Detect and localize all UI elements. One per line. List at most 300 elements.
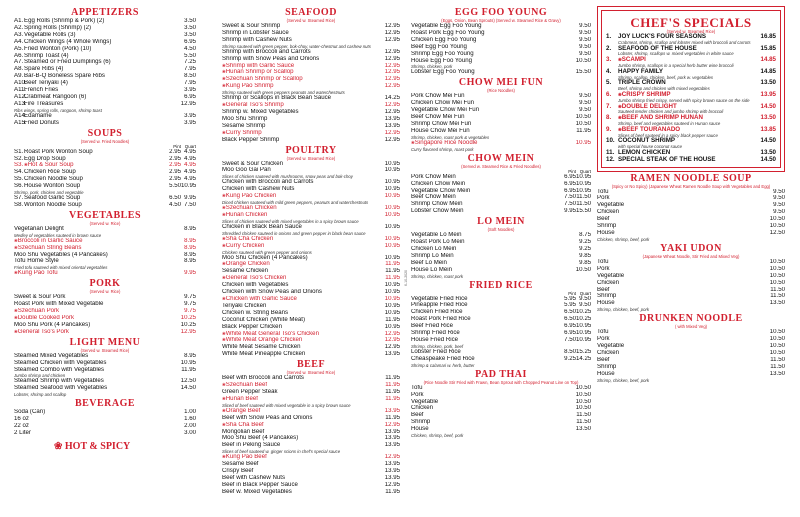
menu-item [14, 149, 196, 156]
menu-item [222, 344, 400, 351]
item-name: ❀ Kung Pao Tofu [14, 270, 176, 277]
item-price: 10.95 [575, 139, 591, 146]
menu-item [14, 53, 196, 60]
menu-item [14, 315, 196, 322]
item-price-quart: 9.50 [579, 295, 591, 302]
item-price: 10.50 [769, 349, 785, 356]
section-lo-mein [411, 217, 591, 278]
item-description: Jumbo shrimp, scallops in a special herb butter wine broccoli [618, 62, 734, 68]
item-price: 15.85 [760, 44, 776, 52]
item-name: House [411, 426, 429, 433]
item-price-quart: 11.50 [576, 194, 591, 201]
item-price: 13.85 [760, 125, 776, 133]
item-name: Pork [597, 195, 610, 202]
item-price: 13.95 [384, 461, 400, 468]
item-name: Pork Chow Mei Fun [411, 93, 465, 100]
item-name: House [597, 229, 615, 236]
item-price-pint: 7.50 [564, 201, 576, 208]
item-name: Beef [597, 286, 610, 293]
item-number: 5. [606, 79, 612, 87]
pint-header: Pint [568, 168, 576, 174]
menu-item [411, 58, 591, 65]
print-code: 6-10-2020 [404, 270, 408, 286]
section-fried-rice [411, 281, 591, 368]
section-vegetables [14, 211, 196, 277]
chef-special-item [606, 157, 776, 164]
item-price: 9.50 [773, 188, 785, 195]
item-description: Diced chicken sauteed with mild green peppers, peanuts and waterchestnuts [222, 200, 369, 206]
menu-item [14, 308, 196, 315]
item-name: Shrimp with Snow Peas and Onions [222, 55, 320, 62]
item-name: 2 Liter [14, 429, 31, 436]
item-price: 3.50 [184, 24, 196, 31]
menu-item [411, 44, 591, 51]
item-price: 3.95 [184, 112, 196, 119]
section-title: SEAFOOD [285, 7, 337, 18]
section-pad-thai [411, 370, 591, 438]
item-name: Lobster Fried Rice [411, 348, 461, 355]
item-price: 10.50 [769, 336, 785, 343]
item-name: Chicken [411, 405, 434, 412]
item-number: S5. [14, 176, 24, 183]
item-name: Green Pepper Steak [222, 388, 278, 395]
item-number: A5. [14, 45, 24, 52]
item-price: 3.00 [184, 429, 196, 436]
item-price-pint: 9.95 [564, 208, 576, 215]
item-description: Fried tofu sauteed with mixed oriental vegetables [14, 265, 108, 271]
item-price: 12.95 [384, 421, 400, 428]
section-appetizers [14, 8, 196, 127]
section-chow-mei-fun [411, 78, 591, 151]
section-subtitle: (Served w. Steamed Rice & Fried Noodles) [461, 163, 541, 169]
menu-item [14, 59, 196, 66]
item-name: ❀ General Tso's Pork [14, 329, 176, 336]
menu-item [411, 69, 591, 76]
item-name: Roast Pork Fried Rice [411, 316, 471, 323]
item-name: ❀ CRISPY SHRIMP [618, 92, 761, 99]
item-name: Vegetable Chow Mein [411, 187, 471, 194]
item-name: Chicken with Cashew Nuts [222, 186, 295, 193]
item-price: 10.95 [384, 254, 400, 261]
pint-header: Pint [173, 143, 181, 149]
hot-spicy-label: HOT & SPICY [64, 440, 131, 452]
menu-item [597, 336, 785, 343]
item-number: 8. [606, 114, 612, 122]
menu-item [222, 468, 400, 475]
menu-item [411, 426, 591, 433]
menu-item [597, 287, 785, 294]
menu-item [411, 194, 591, 201]
menu-item [597, 266, 785, 273]
item-price-quart: 4.95 [184, 155, 196, 162]
item-name: Pork [597, 336, 610, 343]
item-name: Egg Rolls (Shrimp & Pork) (2) [24, 18, 105, 24]
item-name: Moo Shu Shrimp [222, 115, 268, 122]
item-price: 11.95 [385, 382, 400, 389]
item-price: 10.50 [575, 57, 591, 64]
item-description: Shrimp sauteed with green peppers peanuts and waterchestnuts [222, 90, 345, 96]
item-price: 3.95 [184, 119, 196, 126]
menu-item [222, 236, 400, 243]
item-name: Vegetable Lo Mein [411, 232, 462, 239]
menu-item [222, 116, 400, 123]
menu-item [597, 189, 785, 196]
section-subtitle: (Rice Noodles) [487, 88, 515, 94]
section-beef [222, 360, 400, 496]
item-price: 9.50 [579, 100, 591, 107]
menu-item [14, 245, 196, 252]
menu-item [222, 95, 400, 102]
menu-item [411, 128, 591, 135]
item-price-pint: 6.50 [564, 316, 576, 323]
item-name: Chicken w. String Beans [222, 309, 289, 316]
item-name: ❀ Orange Beef [222, 408, 380, 415]
item-name: ❀ DOUBLE DELIGHT [618, 104, 761, 111]
hot-spicy-legend [14, 441, 196, 452]
item-name: Vegetable Rolls (3) [24, 31, 76, 38]
menu-item [14, 169, 196, 176]
menu-item [222, 489, 400, 496]
item-name: Beef with Broccoli and Carrots [222, 375, 304, 382]
item-number: S6. [14, 183, 24, 190]
menu-item [222, 49, 400, 56]
item-price: 2.00 [184, 423, 196, 430]
item-name: Beef [597, 216, 610, 223]
item-number: A12. [14, 93, 27, 100]
item-name: Sweet & Sour Pork [14, 294, 66, 301]
item-price-quart: 10.25 [576, 309, 591, 316]
item-name: French Fries [24, 87, 59, 94]
menu-item [222, 454, 400, 461]
menu-item [14, 226, 196, 233]
item-name: Shrimp [597, 293, 617, 300]
menu-item [14, 162, 196, 169]
menu-item [222, 482, 400, 489]
menu-item [411, 174, 591, 181]
menu-item [411, 201, 591, 208]
item-price-quart: 10.95 [576, 173, 591, 180]
item-number: 9. [606, 125, 612, 133]
item-description: Curry flavored shrimp, roast pork [411, 146, 474, 152]
item-price: 14.25 [384, 95, 400, 102]
section-title: CHOW MEIN [467, 152, 535, 164]
section-title: DRUNKEN NOODLE [639, 313, 743, 325]
menu-item [597, 280, 785, 287]
item-price: 6.95 [184, 38, 196, 45]
item-name: Bar-B-Q Boneless Spare Ribs [24, 73, 105, 80]
item-name: White Meat Pineapple Chicken [222, 351, 306, 358]
section-subtitle: (Served w. Rice) [89, 220, 121, 226]
menu-item [222, 396, 400, 403]
item-name: Shrimp Toast (4) [24, 52, 69, 59]
item-name: Beef Chow Mei Fun [411, 114, 465, 121]
menu-item [411, 253, 591, 260]
item-price: 9.25 [579, 245, 591, 252]
menu-item [597, 195, 785, 202]
item-name: Shrimp Chow Mei Fun [411, 120, 472, 127]
item-price: 10.95 [384, 179, 400, 186]
item-name: Roast Pork Wonton Soup [24, 148, 93, 155]
item-price-quart: 4.95 [184, 169, 196, 176]
item-description: Sliced of beef sauteed with mixed vegetable in a spicy brown sauce [222, 402, 351, 408]
item-price: 10.95 [384, 323, 400, 330]
menu-item [222, 317, 400, 324]
item-name: COCONUT SHRIMP [618, 137, 676, 145]
item-price-pint: 6.95 [564, 173, 576, 180]
menu-item [222, 102, 400, 109]
item-name: Chicken [597, 279, 620, 286]
item-number: 11. [606, 148, 615, 156]
item-description: Shrimp, scallop, chicken, beef, pork w. vegetables [618, 74, 714, 80]
section-subtitle: (Served w. Steamed Rice) [80, 347, 130, 353]
menu-item [14, 238, 196, 245]
menu-item [411, 296, 591, 303]
menu-item [411, 349, 591, 356]
menu-item [597, 216, 785, 223]
item-name: Beef with Snow Peas and Onions [222, 414, 313, 421]
chefs-specials-title: CHEF'S SPECIALS [630, 15, 752, 30]
section-drunken-noodle [597, 314, 785, 382]
item-name: Shrimp [597, 363, 617, 370]
menu-item [222, 205, 400, 212]
item-name: 16 oz [14, 416, 29, 423]
item-name: Vegetable Fried Rice [411, 295, 468, 302]
item-price-quart: 10.25 [576, 316, 591, 323]
item-price: 13.95 [384, 428, 400, 435]
item-price-pint: 6.95 [564, 323, 576, 330]
item-description: Shrimp, chicken, pork, beef [411, 343, 464, 349]
item-price: 12.95 [384, 76, 400, 83]
item-price: 8.95 [184, 225, 196, 232]
item-price: 12.95 [384, 108, 400, 115]
item-price: 10.50 [575, 266, 591, 273]
item-price: 12.95 [180, 100, 196, 107]
item-name: Sesame Shrimp [222, 122, 266, 129]
item-name: Shrimp or Scallops in Black Bean Sauce [222, 95, 332, 102]
item-price: 11.95 [385, 261, 400, 268]
item-price-quart: 10.95 [576, 187, 591, 194]
menu-item [14, 270, 196, 277]
item-price: 13.50 [769, 300, 785, 307]
item-name: HAPPY FAMILY [618, 67, 664, 75]
item-name: JOY LUCK'S FOUR SEASONS [618, 33, 706, 40]
item-price: 10.50 [769, 279, 785, 286]
item-name: ❀ Sha Cha Chicken [222, 236, 380, 243]
item-price: 4.50 [184, 45, 196, 52]
item-price: 10.50 [769, 223, 785, 230]
item-price-pint: 8.50 [564, 348, 576, 355]
quart-header: Quart [579, 168, 591, 174]
menu-item [14, 367, 196, 374]
item-number: S2. [14, 155, 24, 162]
menu-item [14, 25, 196, 32]
menu-item [411, 23, 591, 30]
item-name: House Wonton Soup [24, 183, 81, 190]
item-name: Tofu [597, 329, 609, 336]
menu-item [222, 69, 400, 76]
item-price: 12.50 [180, 378, 196, 385]
menu-item [597, 350, 785, 357]
item-name: Shrimp Chow Mein [411, 201, 463, 208]
item-number: A9. [14, 73, 24, 80]
menu-item [14, 18, 196, 25]
item-price: 11.95 [181, 366, 196, 373]
item-price-quart: 10.95 [576, 330, 591, 337]
section-chow-mein [411, 154, 591, 215]
item-name: Moo Shu Pork (4 Pancakes) [14, 321, 91, 328]
item-name: Beef Teriyaki (4) [24, 80, 68, 87]
item-name: Beef with Cashew Nuts [222, 474, 285, 481]
menu-item [411, 107, 591, 114]
item-price: 10.50 [575, 405, 591, 412]
menu-item [222, 389, 400, 396]
menu-item [411, 356, 591, 363]
item-price: 12.95 [384, 337, 400, 344]
menu-item [597, 230, 785, 237]
menu-item [222, 296, 400, 303]
menu-item [14, 329, 196, 336]
item-number: A7. [14, 59, 24, 66]
quart-header: Quart [579, 290, 591, 296]
section-ramen [597, 174, 785, 242]
menu-item [222, 331, 400, 338]
menu-item [411, 93, 591, 100]
menu-item [14, 156, 196, 163]
menu-item [14, 101, 196, 108]
item-name: Steamed Chicken with Vegetables [14, 359, 107, 366]
item-price: 11.95 [385, 268, 400, 275]
item-number: S1. [14, 148, 24, 155]
item-name: Wonton Noodle Soup [24, 201, 82, 208]
item-price: 8.75 [579, 232, 591, 239]
menu-item [411, 330, 591, 337]
item-price: 13.95 [760, 90, 776, 98]
item-name: SEAFOOD OF THE HOUSE [618, 44, 697, 52]
item-description: Beef, shrimp and chicken with mixed vegetables [618, 86, 710, 92]
item-number: A15. [14, 119, 27, 126]
item-name: Roast Pork Lo Mein [411, 239, 465, 246]
menu-item [597, 343, 785, 350]
menu-item [14, 32, 196, 39]
menu-item [411, 51, 591, 58]
item-price: 9.50 [579, 29, 591, 36]
item-name: Shrimp Egg Foo Young [411, 50, 474, 57]
section-yaki-udon [597, 244, 785, 312]
menu-item [14, 80, 196, 87]
item-name: Spring Rolls (Shrimp) (2) [24, 24, 92, 31]
item-name: ❀ Hot & Sour Soup [24, 162, 166, 169]
section-title: PAD THAI [475, 368, 527, 380]
menu-item [14, 195, 196, 202]
menu-item [14, 322, 196, 329]
menu-item [411, 385, 591, 392]
item-name: Shrimp in Lobster Sauce [222, 29, 289, 36]
item-name: Crabmeat Rangoon (6) [24, 93, 87, 100]
item-price-pint: 7.50 [564, 194, 576, 201]
item-name: LEMON CHICKEN [618, 148, 671, 156]
item-name: Cheaspeake Fried Rice [411, 355, 475, 362]
item-number: A13. [14, 100, 27, 107]
chefs-specials-box [597, 6, 785, 172]
item-name: Chicken Lo Mein [411, 245, 457, 252]
item-description: Shrimp, chicken, roast pork [411, 273, 464, 279]
menu-item [14, 416, 196, 423]
menu-item [597, 329, 785, 336]
item-price: 9.85 [579, 252, 591, 259]
item-price: 12.95 [384, 102, 400, 109]
item-description: Shrimp, chicken, beef, pork [597, 307, 650, 313]
menu-item [222, 324, 400, 331]
menu-item [411, 309, 591, 316]
item-price-pint: 6.95 [564, 180, 576, 187]
item-price: 7.25 [184, 59, 196, 66]
item-price: 11.50 [770, 356, 785, 363]
item-description: Jumbo shrimp fried crispy, served with spicy brown sauce on the side [618, 97, 750, 103]
item-name: White Meat Sesame Chicken [222, 344, 301, 351]
column-2 [222, 6, 400, 498]
item-name: Moo Goo Gai Pan [222, 167, 271, 174]
item-price: 12.95 [384, 454, 400, 461]
item-price: 10.95 [384, 186, 400, 193]
item-name: ❀ Curry Shrimp [222, 130, 380, 137]
item-name: Chicken Chow Mein [411, 180, 466, 187]
section-title: BEVERAGE [74, 398, 136, 410]
menu-item [411, 302, 591, 309]
menu-item [597, 259, 785, 266]
item-price: 11.95 [385, 395, 400, 402]
item-price: 10.95 [384, 160, 400, 167]
menu-item [411, 392, 591, 399]
item-name: Moo Shu Vegetables (4 Pancakes) [14, 251, 108, 258]
item-name: Fire Treasures [24, 100, 64, 107]
menu-item [411, 140, 591, 147]
item-price-quart: 4.95 [184, 148, 196, 155]
item-description: Chicken, shrimp, beef, pork [597, 236, 650, 242]
item-price-quart: 10.95 [181, 183, 196, 190]
item-price: 11.95 [385, 414, 400, 421]
item-price-quart: 4.95 [184, 176, 196, 183]
item-name: Vegetable [597, 272, 625, 279]
item-price: 6.95 [184, 93, 196, 100]
section-light-menu [14, 338, 196, 398]
item-price: 12.95 [384, 330, 400, 337]
item-price: 9.75 [184, 301, 196, 308]
menu-item [222, 212, 400, 219]
section-subtitle: (Spicy or No Spicy) (Japanese Wheat Ramen Noodle Soup with Vegetables and Egg) [611, 183, 771, 189]
menu-item [222, 193, 400, 200]
item-number: A6. [14, 52, 24, 59]
menu-item [14, 430, 196, 437]
section-subtitle: (Served w. Steamed Rice) [286, 155, 336, 161]
menu-item [597, 300, 785, 307]
menu-item [222, 23, 400, 30]
menu-item [411, 239, 591, 246]
item-number: 7. [606, 102, 612, 110]
item-description: Shrimp, chicken, roast pork & vegetables [411, 134, 490, 140]
item-name: ❀ General Tso's Chicken [222, 275, 380, 282]
item-price: 10.25 [180, 321, 196, 328]
menu-item [222, 475, 400, 482]
item-description: Slices of beef sauteed in a spicy black pepper sauce [618, 132, 718, 138]
item-price-pint: 5.95 [564, 302, 576, 309]
item-name: ❀ Kung Pao Shrimp [222, 83, 380, 90]
item-price: 16.85 [760, 33, 776, 40]
item-name: Pork Chow Mein [411, 173, 456, 180]
item-price: 13.95 [384, 122, 400, 129]
item-number: A11. [14, 87, 27, 94]
item-price: 9.25 [579, 239, 591, 246]
item-price-quart: 10.95 [576, 337, 591, 343]
